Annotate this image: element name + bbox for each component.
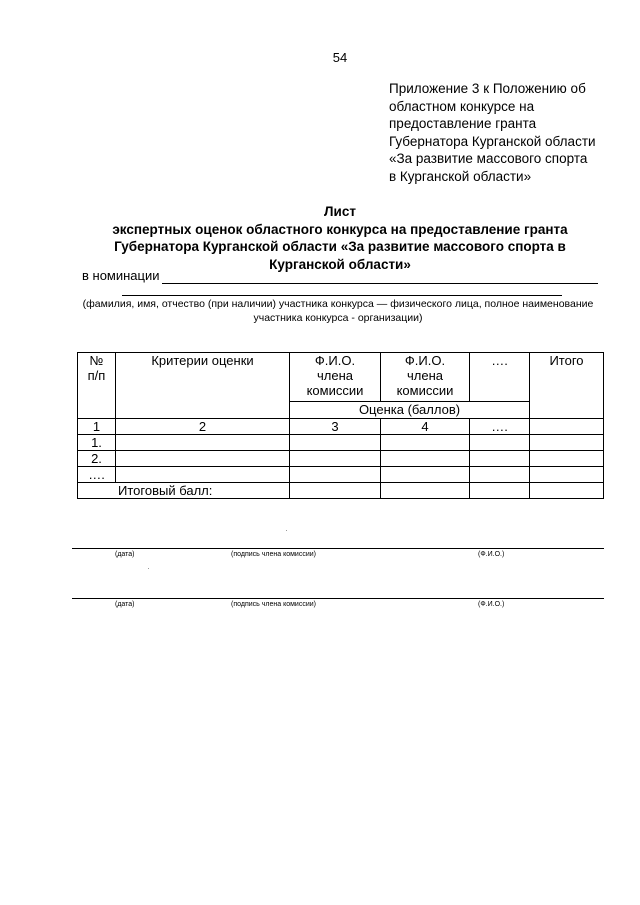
row-number: 2.	[78, 451, 116, 467]
signature-line-2	[72, 598, 604, 599]
nomination-label: в номинации	[82, 268, 160, 283]
header-total: Итого	[530, 353, 604, 419]
appendix-line: «За развитие массового спорта	[389, 151, 588, 166]
signature-sign-caption: (подпись члена комиссии)	[231, 601, 316, 608]
signature-sign-caption: (подпись члена комиссии)	[231, 551, 316, 558]
signature-line-1	[72, 548, 604, 549]
nomination-blank-line	[162, 283, 598, 284]
appendix-note	[389, 80, 629, 185]
column-number: ….	[470, 419, 530, 435]
column-number: 1	[78, 419, 116, 435]
participant-caption	[78, 298, 598, 325]
signature-name-caption: (Ф.И.О.)	[478, 551, 505, 558]
column-number	[530, 419, 604, 435]
header-member-1: Ф.И.О. члена комиссии	[290, 353, 381, 402]
row-number: ….	[78, 467, 116, 483]
table-cell	[290, 467, 381, 483]
table-header-row	[78, 353, 604, 402]
table-cell	[530, 435, 604, 451]
table-cell	[381, 451, 470, 467]
participant-blank-line	[122, 295, 562, 296]
signature-date-caption: (дата)	[115, 601, 135, 608]
column-number: 3	[290, 419, 381, 435]
table-cell	[470, 451, 530, 467]
appendix-line: Губернатора Курганской области	[389, 133, 596, 149]
signature-date-caption: (дата)	[115, 551, 135, 558]
table-cell	[470, 435, 530, 451]
table-cell	[116, 467, 290, 483]
table-cell	[381, 435, 470, 451]
table-cell	[381, 467, 470, 483]
document-title	[70, 203, 610, 273]
table-cell	[530, 451, 604, 467]
table-cell	[116, 435, 290, 451]
table-cell	[381, 483, 470, 499]
column-number: 2	[116, 419, 290, 435]
header-member-2: Ф.И.О. члена комиссии	[381, 353, 470, 402]
participant-caption-line: (фамилия, имя, отчество (при наличии) участника конкурса — физического лица, полное наименование	[82, 298, 594, 310]
table-cell	[530, 483, 604, 499]
table-cell	[470, 483, 530, 499]
table-cell	[290, 435, 381, 451]
signature-name-caption: (Ф.И.О.)	[478, 601, 505, 608]
table-row	[78, 451, 604, 467]
appendix-line: в Курганской области»	[389, 168, 532, 184]
appendix-line: областном конкурсе на	[389, 98, 535, 114]
evaluation-table	[77, 352, 604, 499]
row-number: 1.	[78, 435, 116, 451]
appendix-line: предоставление гранта	[389, 116, 537, 131]
table-cell	[290, 483, 381, 499]
title-line: Губернатора Курганской области «За развитие массового спорта в	[114, 239, 566, 254]
header-criteria: Критерии оценки	[116, 353, 290, 419]
column-number: 4	[381, 419, 470, 435]
total-label: Итоговый балл:	[78, 483, 290, 499]
table-cell	[530, 467, 604, 483]
scan-speck	[286, 530, 287, 531]
header-ellipsis: ….	[470, 353, 530, 402]
table-row	[78, 435, 604, 451]
score-header: Оценка (баллов)	[290, 402, 530, 419]
total-row	[78, 483, 604, 499]
appendix-line: Приложение 3 к Положению об	[389, 81, 586, 96]
table-cell	[116, 451, 290, 467]
table-row	[78, 467, 604, 483]
title-line: Лист	[324, 204, 356, 219]
title-line: экспертных оценок областного конкурса на предоставление гранта	[112, 221, 568, 237]
title-line: Курганской области»	[269, 256, 411, 272]
scan-speck	[148, 568, 149, 569]
header-num: № п/п	[78, 353, 116, 419]
column-number-row	[78, 419, 604, 435]
table-cell	[470, 467, 530, 483]
participant-caption-line: участника конкурса - организации)	[253, 311, 423, 324]
table-cell	[290, 451, 381, 467]
page-number: 54	[332, 50, 348, 65]
